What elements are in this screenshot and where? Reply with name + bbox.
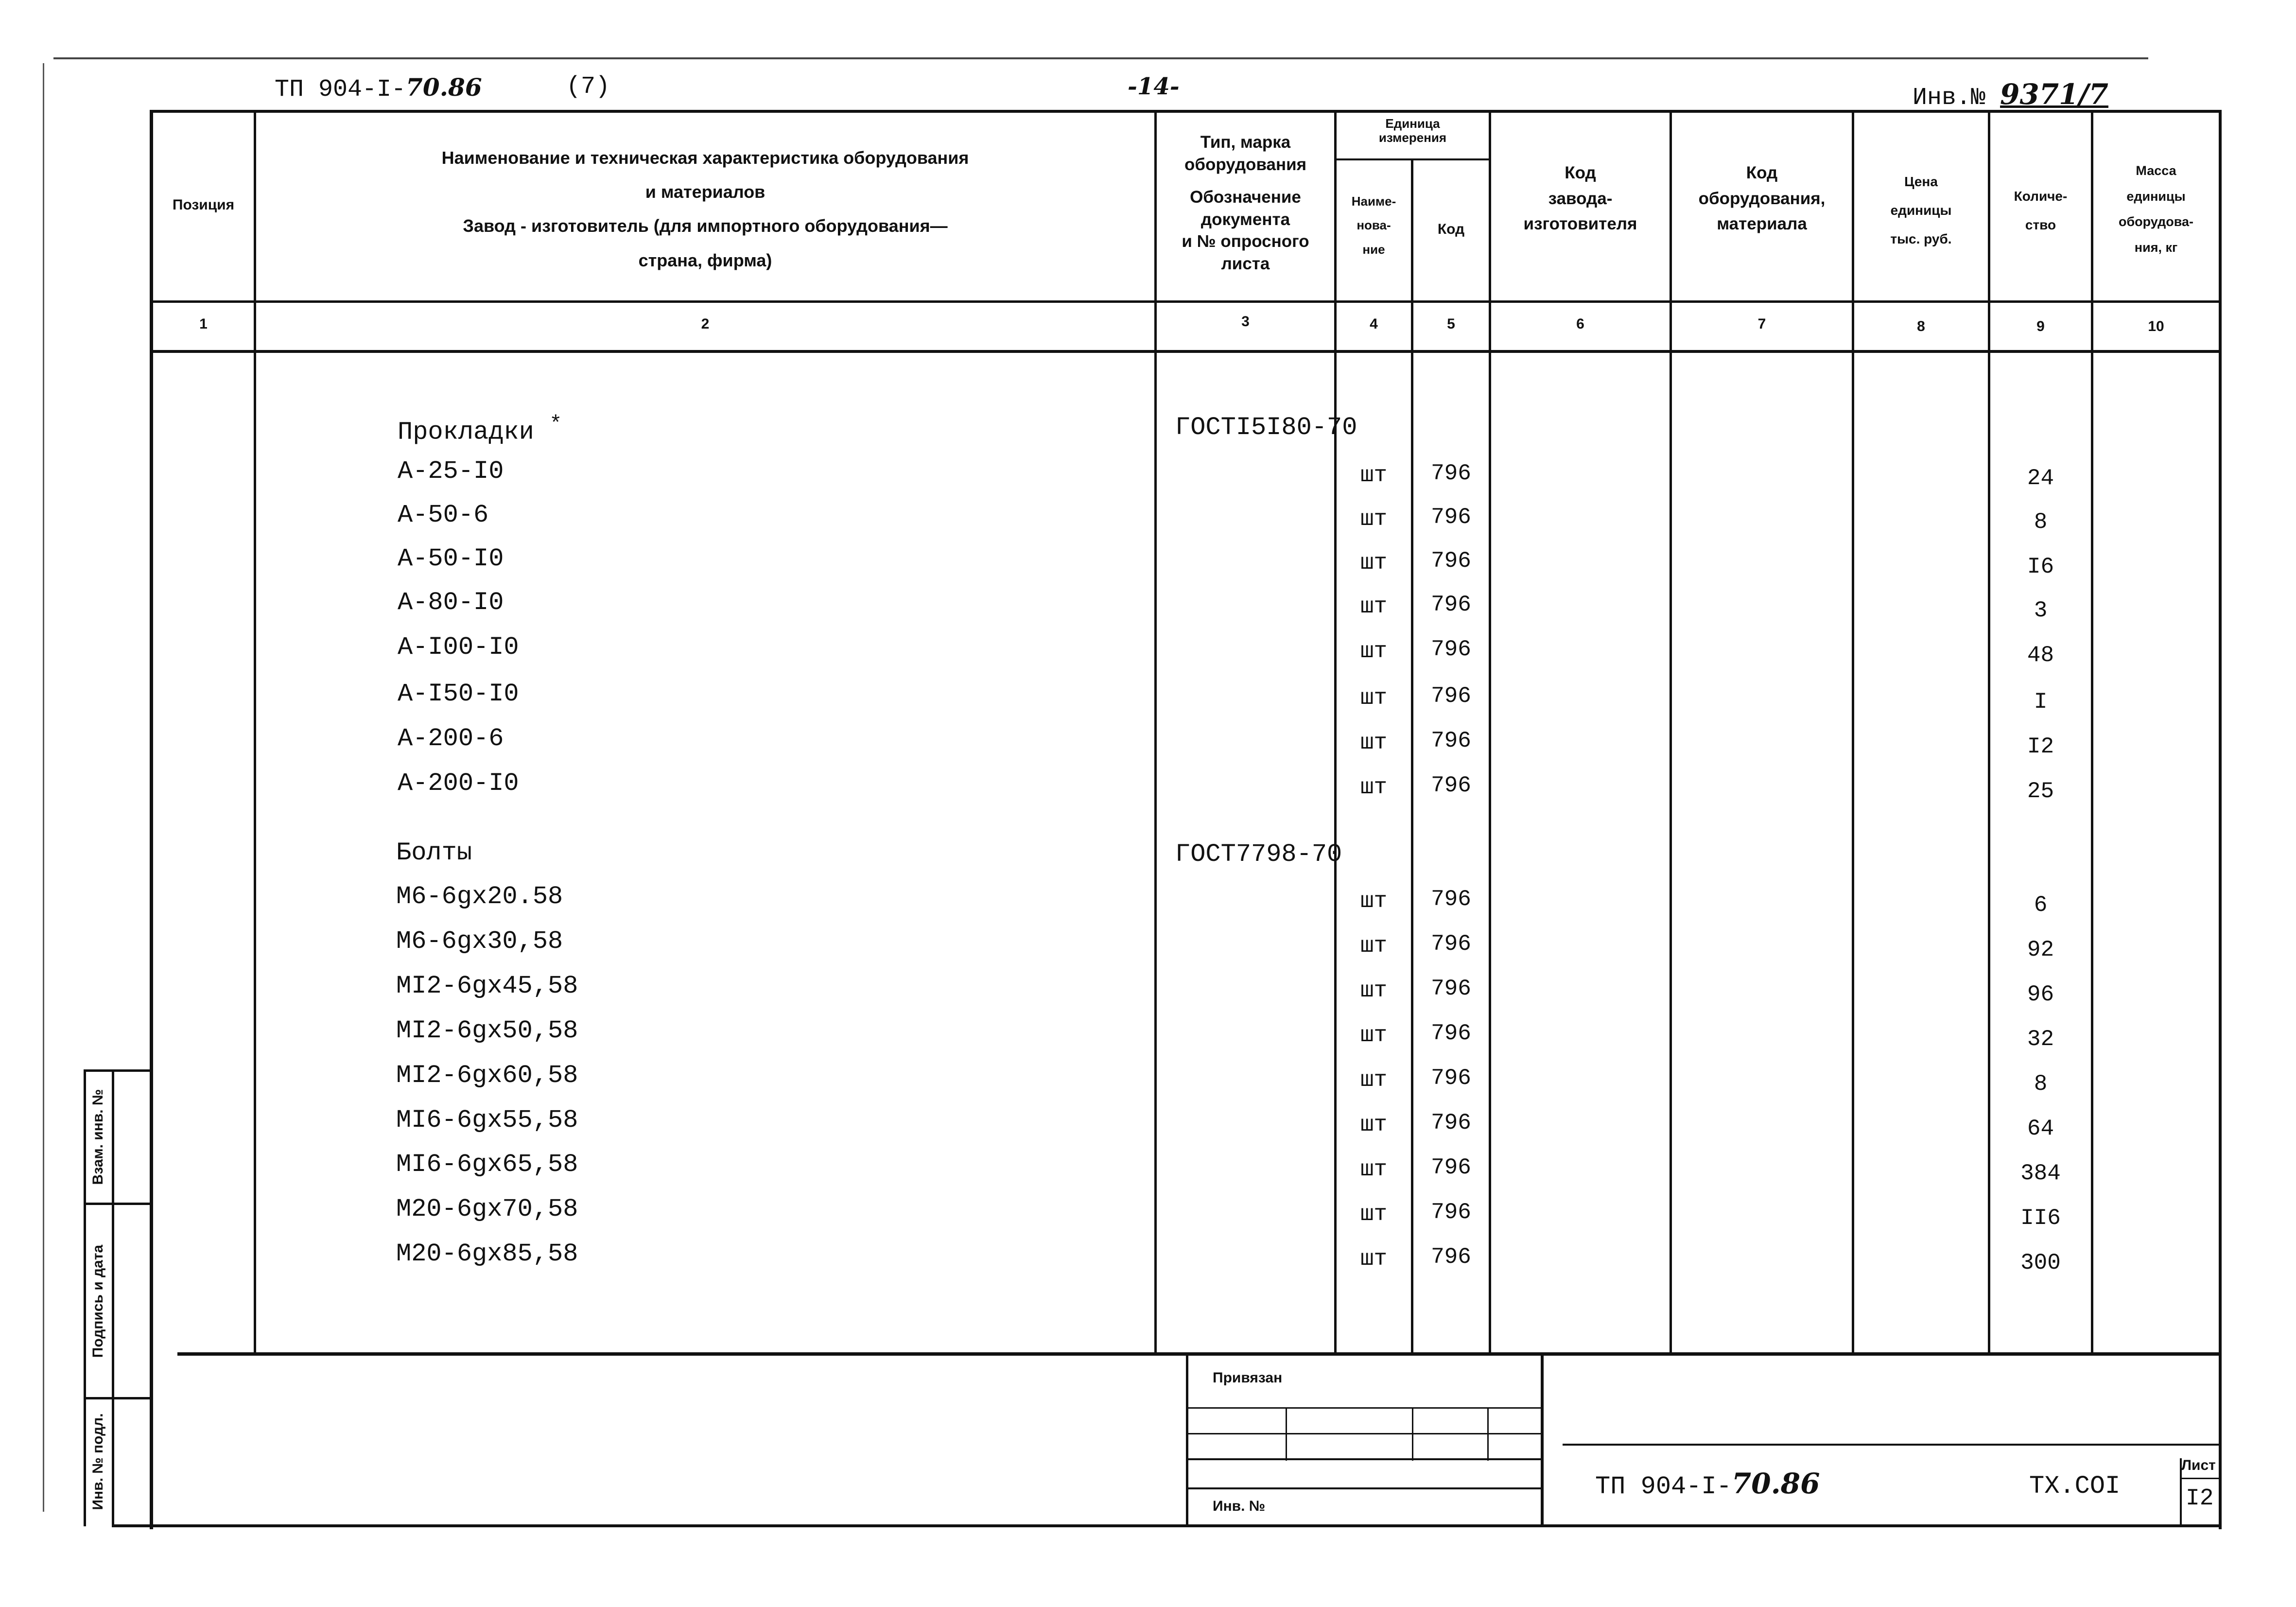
item-unit-code: 796	[1431, 461, 1471, 486]
group-title-bolts: Болты	[396, 838, 472, 867]
stamp-cell-3	[1487, 1407, 1489, 1461]
header-unit-name: Наиме- нова- ние	[1351, 194, 1396, 257]
stamp-rule-4	[1188, 1487, 1541, 1489]
col-sep-7	[1852, 110, 1854, 1354]
item-unit: шт	[1360, 594, 1388, 619]
item-unit: шт	[1360, 550, 1388, 576]
stamp-doc-code: ТП 904-I-70.86	[1595, 1467, 1820, 1501]
top-border	[53, 57, 2148, 59]
header-price: Цена единицы тыс. руб.	[1890, 174, 1952, 246]
col-number-2: 2	[701, 316, 710, 332]
item-quantity: 32	[2027, 1027, 2054, 1052]
page-number: -14-	[1128, 73, 1180, 100]
col-sep-9	[2091, 110, 2093, 1354]
item-name: А-200-I0	[398, 769, 519, 798]
item-name: М6-6gx20.58	[396, 882, 563, 911]
header-type: Тип, марка оборудования Обозначение документа и № опросного листа	[1182, 133, 1309, 273]
table-right-border	[2219, 110, 2222, 1529]
item-unit: шт	[1360, 889, 1388, 914]
table-top-line	[151, 110, 2221, 113]
side-stamp-signature-date: Подпись и дата	[90, 1244, 106, 1358]
stamp-cell-1	[1286, 1407, 1287, 1461]
item-unit: шт	[1360, 933, 1388, 959]
col-sep-6	[1670, 110, 1672, 1354]
group-document-bolts: ГОСТ7798-70	[1175, 840, 1342, 869]
item-unit-code: 796	[1431, 1155, 1471, 1180]
group-document-gaskets: ГОСТI5I80-70	[1175, 413, 1357, 442]
item-quantity: I6	[2027, 554, 2054, 579]
side-stamp-original-inv: Инв. № подл.	[90, 1413, 106, 1510]
header-quantity: Количе- ство	[2014, 189, 2068, 232]
table-left-border	[150, 110, 153, 1529]
item-quantity: 6	[2034, 892, 2048, 918]
stamp-mid-edge	[1541, 1352, 1544, 1525]
side-stamp-left	[84, 1069, 86, 1526]
unit-group-rule	[1334, 158, 1491, 160]
item-quantity: 8	[2034, 509, 2048, 535]
item-unit: шт	[1360, 1112, 1388, 1137]
col-sep-1	[254, 110, 256, 1354]
stamp-section: ТХ.СОI	[2029, 1472, 2121, 1501]
item-name: М20-6gx85,58	[396, 1240, 578, 1268]
item-unit: шт	[1360, 507, 1388, 532]
item-unit-code: 796	[1431, 728, 1471, 753]
item-name: МI2-6gx45,58	[396, 972, 578, 1000]
inventory-number: Инв.№ 9371/7	[1913, 78, 2109, 112]
item-quantity: 48	[2027, 643, 2054, 668]
item-unit: шт	[1360, 639, 1388, 664]
item-name: А-50-6	[398, 501, 489, 529]
stamp-left-edge	[1186, 1352, 1188, 1525]
item-unit: шт	[1360, 775, 1388, 800]
col-number-1: 1	[199, 316, 208, 332]
item-quantity: 92	[2027, 937, 2054, 962]
header-position: Позиция	[172, 197, 235, 213]
header-rule-2	[151, 350, 2221, 353]
item-unit: шт	[1360, 1067, 1388, 1093]
col-number-5: 5	[1447, 316, 1455, 332]
header-unit-code: Код	[1437, 221, 1465, 237]
item-unit: шт	[1360, 1202, 1388, 1227]
item-quantity: 8	[2034, 1071, 2048, 1097]
item-unit-code: 796	[1431, 1200, 1471, 1225]
item-name: А-50-I0	[398, 544, 504, 573]
item-unit-code: 796	[1431, 773, 1471, 798]
item-unit-code: 796	[1431, 548, 1471, 574]
item-quantity: 384	[2020, 1161, 2061, 1186]
sheet-cell-rule	[2180, 1478, 2221, 1479]
item-unit-code: 796	[1431, 887, 1471, 912]
item-unit-code: 796	[1431, 931, 1471, 957]
item-quantity: 96	[2027, 982, 2054, 1007]
item-unit-code: 796	[1431, 1021, 1471, 1046]
item-unit-code: 796	[1431, 637, 1471, 662]
item-unit-code: 796	[1431, 1110, 1471, 1135]
item-quantity: I	[2034, 689, 2048, 715]
stamp-sheet-number: I2	[2186, 1485, 2214, 1512]
item-unit-code: 796	[1431, 683, 1471, 709]
item-unit-code: 796	[1431, 976, 1471, 1001]
title-block-top	[1563, 1444, 2221, 1446]
header-rule-1	[151, 300, 2221, 303]
sheet-bottom-line	[112, 1524, 2221, 1527]
header-mass: Масса единицы оборудова- ния, кг	[2118, 163, 2194, 255]
item-name: М6-6gx30,58	[396, 927, 563, 956]
item-name: МI2-6gx50,58	[396, 1016, 578, 1045]
col-number-4: 4	[1370, 316, 1378, 332]
edition: (7)	[566, 73, 610, 101]
group-title-gaskets: Прокладки *	[398, 412, 562, 447]
col-sep-5	[1489, 110, 1491, 1354]
item-quantity: I2	[2027, 734, 2054, 759]
item-name: А-I00-I0	[398, 633, 519, 662]
item-unit-code: 796	[1431, 592, 1471, 617]
header-equipment-code: Код оборудования, материала	[1698, 163, 1826, 233]
item-quantity: 300	[2020, 1250, 2061, 1275]
stamp-sheet-label: Лист	[2181, 1457, 2216, 1473]
item-quantity: 3	[2034, 598, 2048, 623]
side-stamp-right	[112, 1069, 114, 1526]
header-name: Наименование и техническая характеристика оборудования и материалов Завод - изготовитель (для импортного оборудования— страна, фирма)	[441, 148, 969, 270]
item-unit-code: 796	[1431, 1244, 1471, 1270]
item-quantity: 24	[2027, 466, 2054, 491]
header-unit-group: Единица измерения	[1378, 116, 1447, 145]
item-name: А-80-I0	[398, 588, 504, 617]
item-name: А-25-I0	[398, 457, 504, 486]
col-sep-2	[1154, 110, 1157, 1354]
item-quantity: II6	[2020, 1205, 2061, 1231]
col-number-7: 7	[1757, 316, 1766, 332]
item-unit: шт	[1360, 978, 1388, 1003]
item-unit: шт	[1360, 1023, 1388, 1048]
header-maker-code: Код завода- изготовителя	[1523, 163, 1637, 233]
col-number-10: 10	[2148, 318, 2164, 334]
item-name: М20-6gx70,58	[396, 1195, 578, 1223]
item-unit: шт	[1360, 1157, 1388, 1182]
item-quantity: 25	[2027, 779, 2054, 804]
col-number-6: 6	[1576, 316, 1584, 332]
item-unit: шт	[1360, 685, 1388, 711]
outer-left-border	[43, 63, 44, 1512]
item-name: МI6-6gx55,58	[396, 1106, 578, 1135]
doc-code-top: ТП 904-I-70.86	[275, 73, 482, 104]
attached-label: Привязан	[1213, 1370, 1283, 1386]
stamp-cell-2	[1412, 1407, 1413, 1461]
item-unit-code: 796	[1431, 505, 1471, 530]
stamp-inv-label: Инв. №	[1213, 1498, 1266, 1514]
item-name: МI2-6gx60,58	[396, 1061, 578, 1090]
item-unit: шт	[1360, 730, 1388, 755]
item-name: МI6-6gx65,58	[396, 1150, 578, 1179]
col-number-8: 8	[1917, 318, 1925, 334]
col-number-9: 9	[2036, 318, 2045, 334]
table-bottom-line	[177, 1352, 2221, 1356]
item-unit: шт	[1360, 1246, 1388, 1272]
col-number-3: 3	[1241, 314, 1250, 330]
item-name: А-200-6	[398, 724, 504, 753]
side-stamp-replaced-inv: Взам. инв. №	[90, 1089, 106, 1185]
item-unit: шт	[1360, 463, 1388, 488]
item-quantity: 64	[2027, 1116, 2054, 1141]
item-name: А-I50-I0	[398, 680, 519, 708]
item-unit-code: 796	[1431, 1066, 1471, 1091]
